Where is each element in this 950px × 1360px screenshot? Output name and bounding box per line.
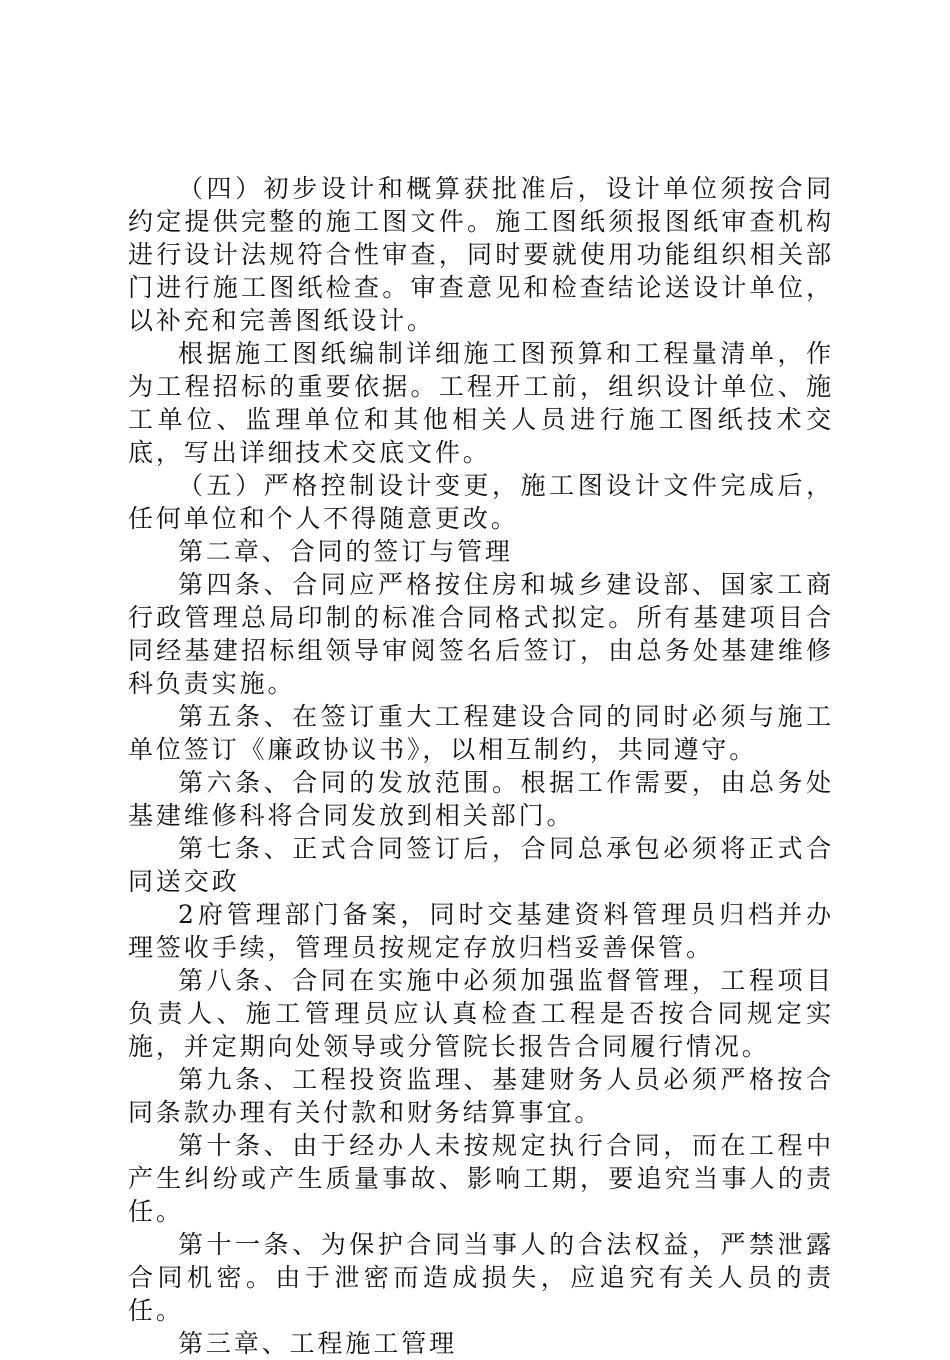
chapter-heading-construction: 第三章、工程施工管理 [178,1329,458,1358]
article-4: 第四条、合同应严格按住房和城乡建设部、国家工商行政管理总局印制的标准合同格式拟定。所有基建项目合同经基建招标组领导审阅签名后签订，由总务处基建维修科负责实施。 [128,570,834,698]
paragraph-budget-preparation: 根据施工图纸编制详细施工图预算和工程量清单，作为工程招标的重要依据。工程开工前，组织设计单位、施工单位、监理单位和其他相关人员进行施工图纸技术交底，写出详细技术交底文件。 [128,339,834,467]
article-11: 第十一条、为保护合同当事人的合法权益，严禁泄露合同机密。由于泄密而造成损失，应追究有关人员的责任。 [128,1230,834,1325]
chapter-heading-contract: 第二章、合同的签订与管理 [178,537,513,566]
paragraph-design-approval: （四）初步设计和概算获批准后，设计单位须按合同约定提供完整的施工图文件。施工图纸须报图纸审查机构进行设计法规符合性审查，同时要就使用功能组织相关部门进行施工图纸检查。审查意见和检查结论送设计单位，以补充和完善图纸设计。 [128,174,834,335]
paragraph-design-change: （五）严格控制设计变更，施工图设计文件完成后，任何单位和个人不得随意更改。 [128,471,834,533]
article-8: 第八条、合同在实施中必须加强监督管理，工程项目负责人、施工管理员应认真检查工程是否按合同规定实施，并定期向处领导或分管院长报告合同履行情况。 [128,966,834,1061]
article-10: 第十条、由于经办人未按规定执行合同，而在工程中产生纠纷或产生质量事故、影响工期，要追究当事人的责任。 [128,1131,834,1226]
article-7-continued: 2府管理部门备案，同时交基建资料管理员归档并办理签收手续，管理员按规定存放归档妥善保管。 [128,900,834,962]
article-9: 第九条、工程投资监理、基建财务人员必须严格按合同条款办理有关付款和财务结算事宜。 [128,1065,834,1127]
article-6: 第六条、合同的发放范围。根据工作需要，由总务处基建维修科将合同发放到相关部门。 [128,768,834,830]
article-5: 第五条、在签订重大工程建设合同的同时必须与施工单位签订《廉政协议书》，以相互制约，共同遵守。 [128,702,834,764]
document-page [128,172,834,1360]
article-7: 第七条、正式合同签订后，合同总承包必须将正式合同送交政 [128,834,834,896]
